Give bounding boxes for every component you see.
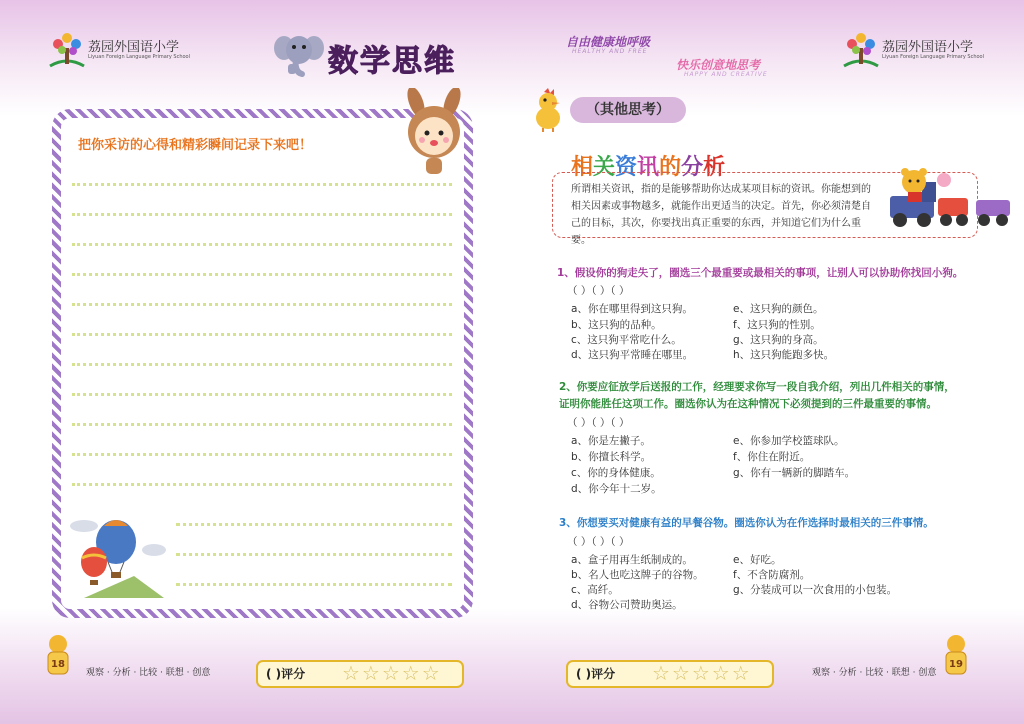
option-item[interactable]: f、不含防腐剂。 <box>733 569 811 581</box>
score-label: ( )评分 <box>266 667 306 681</box>
option-item[interactable]: f、你住在附近。 <box>733 451 811 463</box>
writing-line[interactable] <box>72 483 452 486</box>
option-item[interactable]: e、好吃。 <box>733 554 782 566</box>
answer-blanks[interactable]: （ ）（ ）（ ） <box>567 285 630 297</box>
info-text: 所谓相关资讯，指的是能够帮助你达成某项目标的资讯。你能想到的相关因素或事物越多，就能作出更适当的决定。首先，你必须清楚自己的目标，其次，你要找出真正重要的东西，并知道它们为什么重要。 <box>571 184 871 246</box>
writing-line[interactable] <box>72 243 452 246</box>
writing-line[interactable] <box>72 423 452 426</box>
writing-line[interactable] <box>72 393 452 396</box>
writing-line[interactable] <box>176 523 452 526</box>
option-item[interactable]: a、你在哪里得到这只狗。 <box>571 303 693 315</box>
page-title: 数学思维 <box>328 44 456 79</box>
page-number-left: 18 <box>51 659 65 670</box>
option-item[interactable]: e、你参加学校篮球队。 <box>733 435 845 447</box>
info-title-char: 资 <box>615 155 638 180</box>
footer-motto-left: 观察 · 分析 · 比较 · 联想 · 创意 <box>86 668 211 678</box>
tree-logo-icon <box>840 30 882 70</box>
info-title-char: 的 <box>659 155 682 180</box>
rating-stars[interactable]: ☆☆☆☆☆ <box>342 661 442 685</box>
slogan-healthy: 自由健康地呼吸 <box>566 35 651 49</box>
school-name-en: Liyuan Foreign Language Primary School <box>882 54 984 60</box>
chick-icon <box>530 88 566 132</box>
writing-line[interactable] <box>72 183 452 186</box>
info-title-char: 讯 <box>637 155 660 180</box>
hot-air-balloons-icon <box>64 512 168 598</box>
rating-stars[interactable]: ☆☆☆☆☆ <box>652 661 752 685</box>
option-item[interactable]: f、这只狗的性别。 <box>733 319 821 331</box>
slogan-creative-en: HAPPY AND CREATIVE <box>684 71 768 78</box>
slogan-creative: 快乐创意地思考 <box>676 58 761 72</box>
option-item[interactable]: e、这只狗的颜色。 <box>733 303 824 315</box>
slogan-healthy-en: HEALTHY AND FREE <box>572 48 648 55</box>
writing-line[interactable] <box>72 333 452 336</box>
option-item[interactable]: d、你今年十二岁。 <box>571 483 662 495</box>
question-3: 3、你想要买对健康有益的早餐谷物。圈选你认为在作选择时最相关的三件事情。 <box>559 517 934 529</box>
notes-heading: 把你采访的心得和精彩瞬间记录下来吧！ <box>78 138 313 153</box>
writing-line[interactable] <box>72 363 452 366</box>
tree-logo-icon <box>46 30 88 70</box>
school-logo-left <box>46 30 206 74</box>
question-1: 1、假设你的狗走失了，圈选三个最重要或最相关的事项，让别人可以协助你找回小狗。 <box>557 267 964 279</box>
page-number-right: 19 <box>949 659 963 670</box>
page-number-mascot-icon <box>944 634 968 678</box>
answer-blanks[interactable]: （ ）（ ）（ ） <box>567 536 630 548</box>
score-label: ( )评分 <box>576 667 616 681</box>
writing-line[interactable] <box>72 273 452 276</box>
page-number-mascot-icon <box>46 634 70 678</box>
option-item[interactable]: g、你有一辆新的脚踏车。 <box>733 467 856 479</box>
section-pill: （其他思考） <box>570 97 686 123</box>
school-name: 荔园外国语小学 <box>882 40 974 55</box>
option-item[interactable]: c、这只狗平常吃什么。 <box>571 334 682 346</box>
info-title-char: 相 <box>571 155 594 180</box>
writing-line[interactable] <box>72 453 452 456</box>
info-title-char: 分 <box>681 155 704 180</box>
option-item[interactable]: b、名人也吃这牌子的谷物。 <box>571 569 704 581</box>
score-box-left <box>256 660 464 688</box>
writing-line[interactable] <box>72 303 452 306</box>
option-item[interactable]: b、你擅长科学。 <box>571 451 652 463</box>
answer-blanks[interactable]: （ ）（ ）（ ） <box>567 417 630 429</box>
option-item[interactable]: c、高纤。 <box>571 584 619 596</box>
writing-line[interactable] <box>176 583 452 586</box>
writing-line[interactable] <box>176 553 452 556</box>
school-name-en: Liyuan Foreign Language Primary School <box>88 54 190 60</box>
pooh-train-icon <box>884 158 1018 230</box>
school-name: 荔园外国语小学 <box>88 40 180 55</box>
question-2-line1: 2、你要应征放学后送报的工作，经理要求你写一段自我介绍，列出几件相关的事情， <box>559 381 955 393</box>
option-item[interactable]: g、分装成可以一次食用的小包装。 <box>733 584 898 596</box>
bunny-girl-icon <box>398 88 470 178</box>
option-item[interactable]: d、这只狗平常睡在哪里。 <box>571 349 694 361</box>
option-item[interactable]: a、盒子用再生纸制成的。 <box>571 554 693 566</box>
elephant-mascot-icon <box>274 30 324 78</box>
school-logo-right <box>840 30 1000 74</box>
info-title-char: 关 <box>593 155 616 180</box>
writing-line[interactable] <box>72 213 452 216</box>
option-item[interactable]: d、谷物公司赞助奥运。 <box>571 599 683 611</box>
option-item[interactable]: g、这只狗的身高。 <box>733 334 824 346</box>
score-box-right <box>566 660 774 688</box>
footer-motto-right: 观察 · 分析 · 比较 · 联想 · 创意 <box>812 668 937 678</box>
option-item[interactable]: h、这只狗能跑多快。 <box>733 349 835 361</box>
info-title-char: 析 <box>703 155 726 180</box>
question-2-line2: 证明你能胜任这项工作。圈选你认为在这种情况下必须提到的三件最重要的事情。 <box>559 398 937 410</box>
option-item[interactable]: a、你是左撇子。 <box>571 435 651 447</box>
option-item[interactable]: b、这只狗的品种。 <box>571 319 662 331</box>
option-item[interactable]: c、你的身体健康。 <box>571 467 661 479</box>
